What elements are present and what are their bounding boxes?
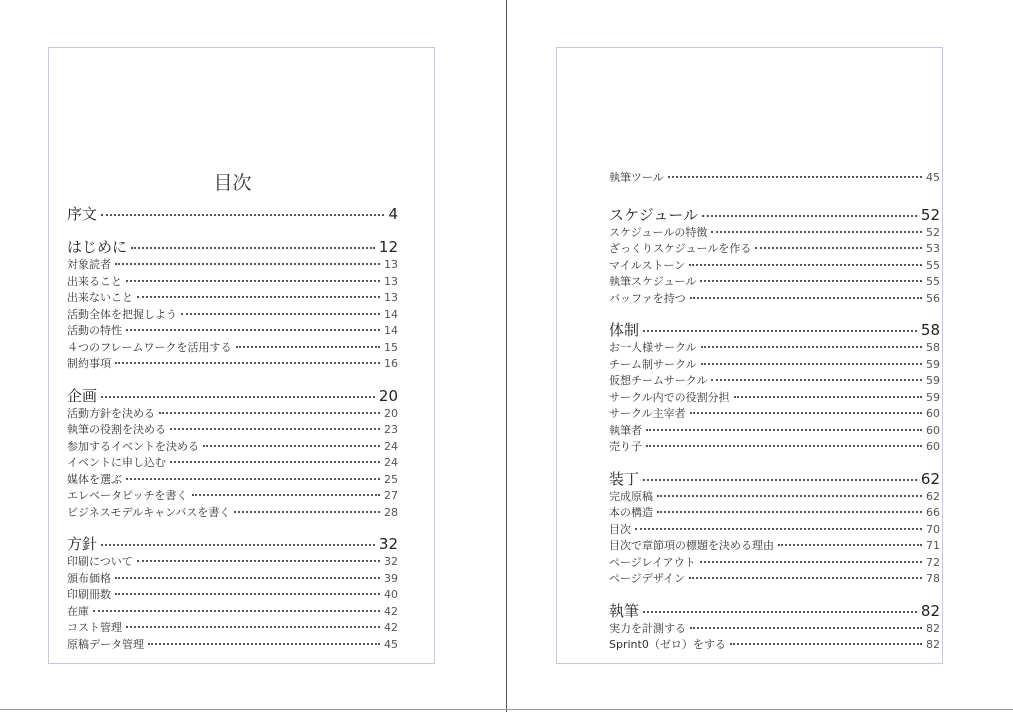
dot-leader — [159, 412, 380, 414]
toc-entry-label: 目次で章節項の標題を決める理由 — [609, 539, 774, 552]
dot-leader — [702, 215, 917, 217]
dot-leader — [730, 643, 922, 645]
toc-entry-page: 59 — [926, 390, 940, 404]
toc-entry-page: 78 — [926, 572, 940, 585]
toc-entry-item[interactable] — [67, 637, 398, 654]
toc-entry-page: 59 — [926, 374, 940, 387]
toc-entry-label: 原稿データ管理 — [67, 637, 144, 651]
toc-entry-item[interactable] — [67, 455, 398, 472]
dot-leader — [689, 264, 922, 266]
toc-entry-item[interactable] — [67, 472, 398, 489]
left-page-toc — [67, 170, 398, 666]
toc-section — [67, 386, 398, 522]
toc-entry-label: 活動方針を決める — [67, 406, 155, 420]
toc-entry-page: 70 — [926, 522, 940, 536]
dot-leader — [734, 396, 922, 398]
toc-entry-item[interactable] — [609, 522, 940, 539]
toc-entry-label: 出来ること — [67, 274, 122, 288]
toc-entry-label: 執筆の役割を決める — [67, 423, 166, 436]
spread-divider — [506, 0, 507, 712]
toc-entry-item[interactable] — [609, 555, 940, 572]
toc-entry-item[interactable] — [609, 621, 940, 638]
right-toc-sections — [609, 205, 940, 654]
dot-leader — [170, 428, 380, 430]
toc-entry-label: ざっくりスケジュールを作る — [609, 242, 752, 255]
dot-leader — [126, 280, 380, 282]
toc-entry-label: 実力を計測する — [609, 621, 686, 635]
toc-entry-label: 印刷冊数 — [67, 588, 111, 601]
dot-leader — [137, 560, 380, 562]
dot-leader — [126, 626, 380, 628]
toc-entry-label: スケジュール — [609, 205, 699, 224]
toc-entry-page: 14 — [384, 307, 398, 321]
toc-entry-item[interactable] — [609, 291, 940, 308]
toc-entry-label: 執筆 — [609, 601, 640, 620]
dot-leader — [192, 494, 380, 496]
toc-entry-item[interactable] — [609, 274, 940, 291]
toc-entry-item[interactable] — [609, 170, 940, 187]
toc-entry-item[interactable] — [609, 637, 940, 654]
toc-entry-page: 55 — [926, 275, 940, 288]
toc-entry-page: 12 — [378, 238, 398, 256]
dot-leader — [711, 379, 922, 381]
dot-leader — [115, 577, 380, 579]
toc-entry-label: 本の構造 — [609, 506, 653, 519]
toc-entry-item[interactable] — [609, 357, 940, 374]
toc-entry-item[interactable] — [67, 257, 398, 274]
toc-entry-item[interactable] — [609, 571, 940, 588]
toc-entry-item[interactable] — [609, 241, 940, 258]
dot-leader — [101, 396, 375, 398]
toc-section — [609, 601, 940, 654]
toc-entry-page: 42 — [384, 604, 398, 618]
toc-entry-label: ビジネスモデルキャンバスを書く — [67, 505, 231, 519]
toc-entry-label: エレベータピッチを書く — [67, 489, 188, 502]
toc-entry-page: 13 — [384, 258, 398, 271]
dot-leader — [778, 544, 922, 546]
toc-entry-page: 23 — [384, 423, 398, 436]
dot-leader — [115, 593, 380, 595]
toc-entry-label: ４つのフレームワークを活用する — [67, 340, 232, 354]
toc-entry-page: 82 — [926, 621, 940, 635]
toc-entry-label: 参加するイベントを決める — [67, 439, 199, 453]
bottom-edge — [0, 709, 1013, 710]
toc-entry-page: 13 — [384, 291, 398, 304]
dot-leader — [657, 495, 922, 497]
toc-entry-page: 42 — [384, 621, 398, 634]
toc-entry-item[interactable] — [609, 538, 940, 555]
toc-entry-item[interactable] — [67, 571, 398, 588]
toc-entry-item[interactable] — [609, 373, 940, 390]
toc-entry-label: 対象読者 — [67, 258, 111, 271]
dot-leader — [701, 346, 922, 348]
toc-section — [609, 469, 940, 588]
toc-title: 目次 — [213, 172, 252, 194]
dot-leader — [643, 611, 917, 613]
dot-leader — [203, 445, 380, 447]
toc-entry-page: 72 — [926, 555, 940, 569]
dot-leader — [646, 445, 922, 447]
dot-leader — [700, 561, 922, 563]
toc-entry-item[interactable] — [67, 356, 398, 373]
dot-leader — [137, 296, 380, 298]
toc-entry-label: 企画 — [67, 386, 98, 405]
toc-entry-label: スケジュールの特徴 — [609, 225, 708, 239]
dot-leader — [93, 610, 380, 612]
dot-leader — [635, 528, 922, 530]
toc-entry-label: 仮想チームサークル — [609, 374, 708, 387]
toc-entry-label: マイルストーン — [609, 258, 686, 272]
toc-entry-page: 32 — [384, 555, 398, 568]
toc-entry-page: 45 — [384, 637, 398, 651]
dot-leader — [690, 297, 922, 299]
toc-entry-item[interactable] — [67, 439, 398, 456]
dot-leader — [234, 511, 380, 513]
toc-entry-page: 52 — [926, 225, 940, 239]
dot-leader — [181, 313, 380, 315]
toc-entry-item[interactable] — [67, 620, 398, 637]
dot-leader — [689, 577, 922, 579]
toc-entry-label: 執筆者 — [609, 423, 642, 437]
toc-entry-page: 59 — [926, 357, 940, 371]
dot-leader — [236, 346, 380, 348]
toc-entry-page: 66 — [926, 506, 940, 519]
toc-entry-chapter[interactable] — [609, 601, 940, 621]
left-toc-sections — [67, 204, 398, 653]
toc-section — [609, 205, 940, 308]
toc-entry-page: 58 — [920, 321, 940, 339]
toc-entry-page: 45 — [926, 171, 940, 184]
dot-leader — [101, 214, 384, 216]
toc-entry-item[interactable] — [609, 423, 940, 440]
dot-leader — [131, 247, 375, 249]
toc-entry-item[interactable] — [67, 554, 398, 571]
toc-entry-page: 52 — [920, 205, 940, 224]
toc-entry-item[interactable] — [609, 406, 940, 423]
toc-entry-label: サークル内での役割分担 — [609, 390, 730, 404]
dot-leader — [646, 429, 922, 431]
dot-leader — [700, 280, 922, 282]
toc-entry-item[interactable] — [67, 488, 398, 505]
toc-entry-chapter[interactable] — [67, 237, 398, 257]
toc-entry-page: 82 — [926, 638, 940, 651]
toc-entry-page: 15 — [384, 340, 398, 354]
toc-entry-item[interactable] — [67, 274, 398, 291]
toc-entry-page: 60 — [926, 440, 940, 453]
toc-entry-item[interactable] — [67, 604, 398, 621]
toc-entry-label: チーム制サークル — [609, 357, 697, 371]
toc-entry-chapter[interactable] — [67, 386, 398, 406]
toc-entry-item[interactable] — [67, 422, 398, 439]
toc-entry-label: 制約事項 — [67, 357, 111, 370]
toc-entry-item[interactable] — [609, 225, 940, 242]
dot-leader — [115, 362, 380, 364]
toc-entry-chapter[interactable] — [609, 320, 940, 340]
toc-entry-label: はじめに — [67, 238, 128, 256]
dot-leader — [126, 329, 380, 331]
toc-entry-item[interactable] — [609, 489, 940, 506]
toc-entry-page: 20 — [378, 386, 398, 405]
toc-entry-label: お一人様サークル — [609, 341, 697, 354]
toc-entry-label: コスト管理 — [67, 621, 122, 634]
toc-entry-label: ページレイアウト — [609, 555, 696, 569]
toc-entry-label: バッファを持つ — [609, 291, 686, 305]
dot-leader — [690, 412, 922, 414]
toc-entry-label: 執筆スケジュール — [609, 275, 697, 288]
dot-leader — [148, 643, 380, 645]
toc-entry-page: 62 — [920, 469, 940, 488]
toc-entry-item[interactable] — [67, 406, 398, 423]
toc-entry-item[interactable] — [67, 505, 398, 522]
toc-entry-item[interactable] — [609, 340, 940, 357]
toc-entry-item[interactable] — [609, 439, 940, 456]
toc-entry-page: 55 — [926, 258, 940, 272]
toc-entry-label: 印刷について — [67, 555, 133, 568]
toc-entry-page: 71 — [926, 539, 940, 552]
toc-entry-label: 体制 — [609, 321, 640, 339]
dot-leader — [755, 247, 922, 249]
toc-entry-label: 頒布価格 — [67, 571, 111, 585]
toc-entry-chapter[interactable] — [67, 204, 398, 224]
toc-entry-label: イベントに申し込む — [67, 456, 166, 469]
toc-entry-chapter[interactable] — [67, 534, 398, 554]
dot-leader — [701, 363, 922, 365]
toc-entry-label: 序文 — [67, 205, 98, 223]
toc-entry-page: 53 — [926, 242, 940, 255]
toc-entry-label: 執筆ツール — [609, 171, 664, 184]
toc-entry-page: 39 — [384, 571, 398, 585]
toc-entry-page: 13 — [384, 274, 398, 288]
dot-leader — [101, 544, 375, 546]
dot-leader — [643, 330, 917, 332]
toc-entry-label: 活動全体を把握しよう — [67, 307, 177, 321]
toc-entry-item[interactable] — [609, 505, 940, 522]
toc-entry-label: ページデザイン — [609, 572, 686, 585]
toc-entry-page: 56 — [926, 291, 940, 305]
toc-entry-page: 24 — [384, 439, 398, 453]
dot-leader — [170, 461, 380, 463]
toc-entry-page: 58 — [926, 341, 940, 354]
dot-leader — [690, 627, 922, 629]
toc-entry-label: Sprint0（ゼロ）をする — [609, 638, 726, 651]
toc-entry-chapter[interactable] — [609, 205, 940, 225]
toc-entry-label: サークル主宰者 — [609, 407, 686, 420]
toc-entry-label: 完成原稿 — [609, 489, 653, 503]
dot-leader — [126, 478, 380, 480]
toc-entry-page: 62 — [926, 489, 940, 503]
toc-entry-page: 16 — [384, 357, 398, 370]
toc-entry-page: 25 — [384, 472, 398, 486]
toc-entry-page: 24 — [384, 456, 398, 469]
toc-entry-page: 60 — [926, 407, 940, 420]
toc-entry-page: 60 — [926, 423, 940, 437]
toc-section — [609, 320, 940, 456]
toc-entry-item[interactable] — [67, 340, 398, 357]
toc-entry-item[interactable] — [67, 290, 398, 307]
toc-entry-item[interactable] — [67, 307, 398, 324]
toc-entry-page: 20 — [384, 406, 398, 420]
toc-entry-label: 装丁 — [609, 469, 640, 488]
toc-entry-label: 媒体を選ぶ — [67, 472, 122, 486]
toc-section — [67, 204, 398, 224]
toc-entry-page: 40 — [384, 588, 398, 601]
dot-leader — [711, 231, 922, 233]
dot-leader — [657, 511, 922, 513]
toc-entry-label: 目次 — [609, 522, 631, 536]
toc-entry-item[interactable] — [609, 258, 940, 275]
toc-entry-page: 4 — [388, 205, 398, 223]
dot-leader — [668, 176, 922, 178]
toc-entry-label: 活動の特性 — [67, 324, 122, 337]
toc-section — [67, 534, 398, 653]
toc-entry-page: 32 — [378, 535, 398, 553]
toc-entry-item[interactable] — [67, 323, 398, 340]
toc-entry-label: 売り子 — [609, 440, 642, 453]
dot-leader — [115, 263, 380, 265]
toc-entry-page: 27 — [384, 489, 398, 502]
toc-section — [67, 237, 398, 373]
toc-entry-page: 28 — [384, 505, 398, 519]
toc-entry-label: 方針 — [67, 535, 98, 553]
toc-entry-page: 82 — [920, 601, 940, 620]
toc-entry-page: 14 — [384, 324, 398, 337]
toc-entry-label: 出来ないこと — [67, 291, 133, 304]
right-page-toc — [609, 170, 940, 667]
toc-entry-item[interactable] — [609, 390, 940, 407]
toc-entry-chapter[interactable] — [609, 469, 940, 489]
dot-leader — [643, 479, 917, 481]
toc-entry-label: 在庫 — [67, 604, 89, 618]
toc-entry-item[interactable] — [67, 587, 398, 604]
